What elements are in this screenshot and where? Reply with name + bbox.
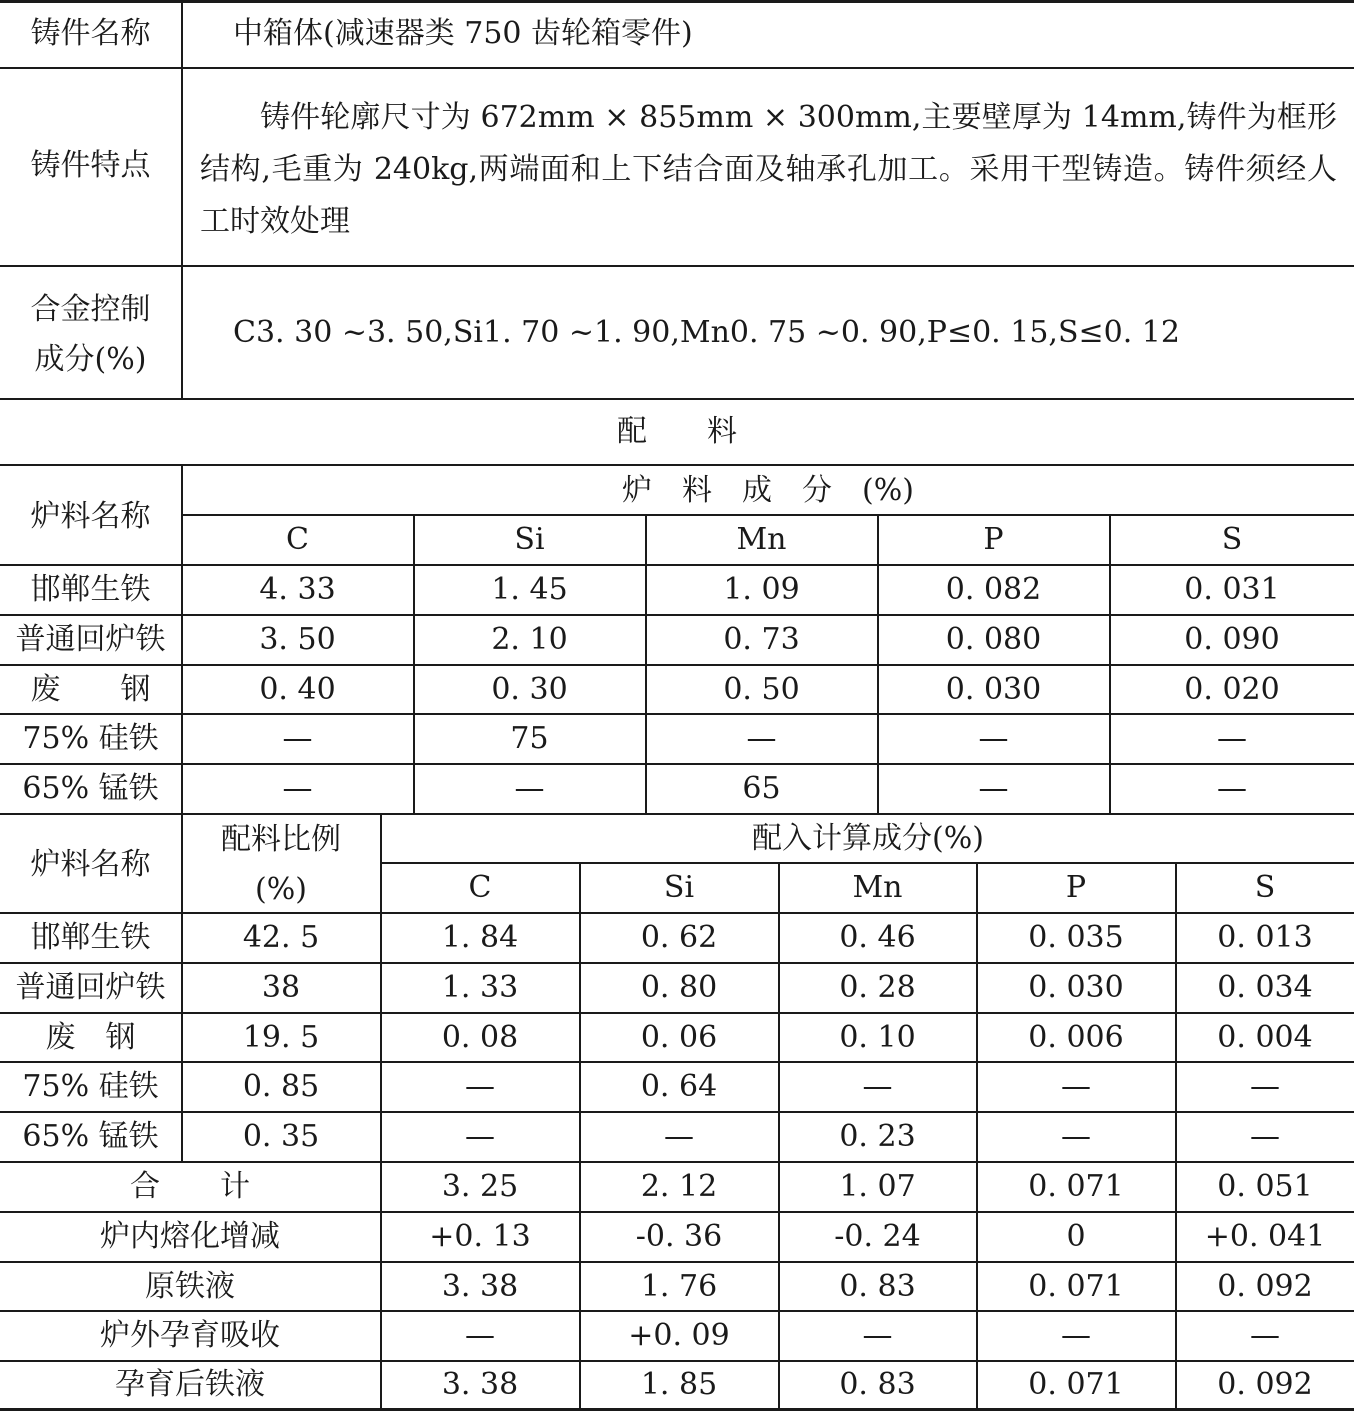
charge-col-mn: Mn	[736, 522, 787, 557]
summary-cell: 0. 051	[1217, 1169, 1313, 1204]
calc-row-name: 65% 锰铁	[22, 1119, 159, 1154]
calc-col-c: C	[468, 870, 492, 905]
charge-cell: 1. 09	[723, 572, 800, 607]
calc-cell: 0. 08	[441, 1020, 519, 1055]
charge-cell: 0. 73	[723, 622, 800, 657]
charge-row-name: 65% 锰铁	[22, 771, 159, 806]
summary-cell: —	[465, 1318, 495, 1353]
calc-cell: 0. 004	[1217, 1020, 1313, 1055]
calc-cell: —	[1061, 1069, 1091, 1104]
charge-cell: —	[978, 771, 1009, 806]
summary-cell: 3. 38	[441, 1367, 519, 1402]
calc-cell: —	[1061, 1119, 1091, 1154]
calc-cell: —	[664, 1119, 694, 1154]
summary-cell: 3. 38	[441, 1269, 519, 1304]
calc-cell: 0. 28	[839, 970, 916, 1005]
calc-col-p: P	[1065, 870, 1087, 905]
calc-cell: —	[465, 1119, 495, 1154]
summary-cell: 0	[1066, 1219, 1086, 1254]
charge-row-name: 邯郸生铁	[30, 572, 151, 607]
charge-col-si: Si	[514, 522, 545, 557]
calc-cell: 0. 034	[1217, 970, 1313, 1005]
charge-cell: 0. 50	[723, 672, 800, 707]
charge-cell: —	[514, 771, 545, 806]
summary-cell: 0. 092	[1217, 1269, 1313, 1304]
charge-cell: —	[1217, 771, 1247, 806]
calc-ratio-header-line1: 配料比例	[221, 822, 341, 857]
alloy-label-line2: 成分(%)	[34, 342, 147, 377]
rule	[0, 398, 1354, 400]
calc-col-mn: Mn	[852, 870, 903, 905]
summary-cell: 3. 25	[441, 1169, 519, 1204]
charge-name-header: 炉料名称	[30, 499, 151, 534]
summary-cell: —	[862, 1318, 893, 1353]
calc-col-si: Si	[663, 870, 695, 905]
calc-group-header: 配入计算成分(%)	[752, 821, 984, 856]
charge-cell: —	[282, 721, 313, 756]
casting-feature-value: 铸件轮廓尺寸为 672mm × 855mm × 300mm,主要壁厚为 14mm,铸件为框形结构,毛重为 240kg,两端面和上下结合面及轴承孔加工。采用干型铸造。铸件须经人工时效处理	[200, 100, 1337, 239]
calc-ratio: 0. 85	[242, 1069, 320, 1104]
summary-cell: -0. 36	[635, 1219, 723, 1254]
summary-label-inoculation: 炉外孕育吸收	[100, 1318, 280, 1353]
charge-cell: 0. 080	[945, 622, 1042, 657]
calc-cell: —	[1250, 1119, 1280, 1154]
calc-ratio-header-line2: (%)	[255, 872, 307, 907]
calc-cell: 1. 33	[441, 970, 519, 1005]
charge-row-name: 75% 硅铁	[22, 721, 159, 756]
charge-cell: 0. 090	[1184, 622, 1280, 657]
calc-cell: 0. 030	[1028, 970, 1124, 1005]
charge-cell: 0. 30	[491, 672, 568, 707]
calc-cell: 0. 23	[839, 1119, 916, 1154]
charge-col-s: S	[1221, 522, 1243, 557]
charge-cell: 75	[510, 721, 549, 756]
charge-cell: —	[746, 721, 777, 756]
charge-cell: 3. 50	[259, 622, 336, 657]
rule-vertical	[181, 0, 183, 398]
summary-cell: +0. 09	[628, 1318, 730, 1353]
charge-cell: 2. 10	[491, 622, 568, 657]
calc-cell: 0. 62	[640, 920, 718, 955]
calc-cell: —	[1250, 1069, 1280, 1104]
calc-name-header: 炉料名称	[30, 847, 151, 882]
calc-ratio: 0. 35	[242, 1119, 320, 1154]
charge-cell: —	[1217, 721, 1247, 756]
rule	[0, 265, 1354, 267]
calc-ratio: 19. 5	[242, 1020, 320, 1055]
casting-feature-label: 铸件特点	[30, 148, 151, 183]
summary-label-total: 合 计	[130, 1169, 250, 1204]
alloy-value: C3. 30 ~3. 50,Si1. 70 ~1. 90,Mn0. 75 ~0. 90,P≤0. 15,S≤0. 12	[233, 315, 1180, 350]
summary-cell: 0. 071	[1028, 1169, 1124, 1204]
charge-cell: 4. 33	[259, 572, 336, 607]
charge-row-name: 普通回炉铁	[15, 622, 166, 657]
summary-label-raw-iron: 原铁液	[145, 1269, 235, 1304]
charge-cell: —	[978, 721, 1009, 756]
calc-cell: 0. 10	[839, 1020, 916, 1055]
charge-col-c: C	[286, 522, 309, 557]
calc-ratio: 38	[261, 970, 301, 1005]
summary-label-melt-change: 炉内熔化增减	[100, 1219, 280, 1254]
summary-label-final-iron: 孕育后铁液	[115, 1367, 265, 1402]
charge-cell: 1. 45	[491, 572, 568, 607]
charge-cell: 0. 030	[945, 672, 1042, 707]
calc-cell: 0. 46	[839, 920, 916, 955]
summary-cell: 0. 83	[839, 1367, 916, 1402]
summary-cell: 0. 071	[1028, 1367, 1124, 1402]
summary-cell: 1. 76	[640, 1269, 718, 1304]
charge-cell: 0. 031	[1184, 572, 1280, 607]
summary-cell: —	[1061, 1318, 1091, 1353]
charge-cell: 0. 40	[259, 672, 336, 707]
charge-cell: 65	[742, 771, 781, 806]
charge-col-p: P	[983, 522, 1004, 557]
casting-name-value: 中箱体(减速器类 750 齿轮箱零件)	[233, 16, 693, 51]
rule	[0, 67, 1354, 69]
rule-top	[0, 0, 1354, 3]
calc-cell: 0. 006	[1028, 1020, 1124, 1055]
charge-cell: —	[282, 771, 313, 806]
charge-row-name: 废 钢	[30, 672, 151, 707]
section-title: 配 料	[617, 414, 737, 449]
summary-cell: 1. 07	[839, 1169, 916, 1204]
calc-col-s: S	[1254, 870, 1276, 905]
summary-cell: 0. 092	[1217, 1367, 1313, 1402]
summary-cell: +0. 13	[429, 1219, 531, 1254]
casting-name-label: 铸件名称	[30, 16, 151, 51]
summary-cell: 2. 12	[640, 1169, 718, 1204]
summary-cell: 0. 071	[1028, 1269, 1124, 1304]
summary-cell: —	[1250, 1318, 1280, 1353]
alloy-label-line1: 合金控制	[30, 292, 151, 327]
calc-row-name: 75% 硅铁	[22, 1069, 159, 1104]
charge-cell: 0. 020	[1184, 672, 1280, 707]
calc-cell: —	[465, 1069, 495, 1104]
summary-cell: -0. 24	[834, 1219, 921, 1254]
calc-row-name: 废 钢	[45, 1020, 136, 1055]
calc-row-name: 邯郸生铁	[30, 920, 151, 955]
calc-cell: 0. 035	[1028, 920, 1124, 955]
calc-cell: 0. 013	[1217, 920, 1313, 955]
calc-row-name: 普通回炉铁	[15, 970, 166, 1005]
charge-group-header: 炉 料 成 分 (%)	[622, 473, 914, 508]
charge-cell: 0. 082	[945, 572, 1042, 607]
calc-cell: —	[862, 1069, 893, 1104]
summary-cell: +0. 041	[1204, 1219, 1326, 1254]
calc-cell: 0. 80	[640, 970, 718, 1005]
calc-cell: 1. 84	[441, 920, 519, 955]
summary-cell: 1. 85	[640, 1367, 718, 1402]
summary-cell: 0. 83	[839, 1269, 916, 1304]
calc-cell: 0. 64	[640, 1069, 718, 1104]
calc-ratio: 42. 5	[242, 920, 320, 955]
calc-cell: 0. 06	[640, 1020, 718, 1055]
